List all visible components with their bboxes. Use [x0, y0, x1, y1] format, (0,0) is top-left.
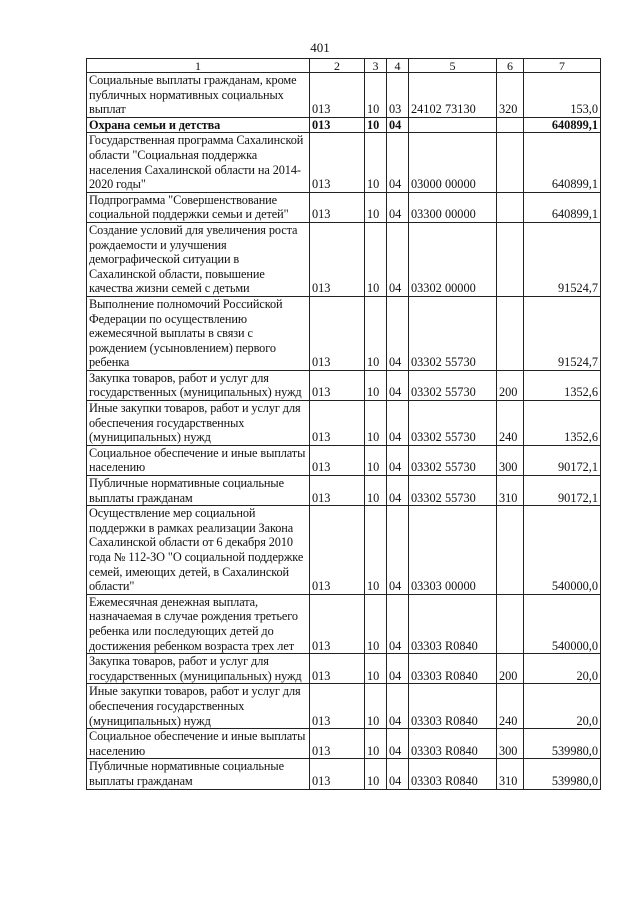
- ministry-code-cell: 013: [310, 133, 365, 192]
- table-row: [87, 296, 601, 370]
- program-code: 03303: [411, 743, 442, 758]
- section-code-cell: 10: [365, 594, 387, 653]
- expense-type-cell: 200: [497, 370, 524, 400]
- amount-cell: 90172,1: [524, 476, 601, 506]
- table-row: [87, 759, 601, 789]
- row-name-cell: Создание условий для увеличения роста рождаемости и улучшения демографической ситуации в Сахалинской области, повышение качества жизни семей с детьми: [87, 222, 310, 296]
- program-code: 03302: [411, 355, 442, 370]
- section-code-cell: 10: [365, 654, 387, 684]
- table-row: [87, 117, 601, 133]
- expense-type-cell: 310: [497, 476, 524, 506]
- row-name-cell: Подпрограмма "Совершенствование социальной поддержки семьи и детей": [87, 192, 310, 222]
- amount-cell: 90172,1: [524, 445, 601, 475]
- column-header: 7: [524, 59, 601, 73]
- section-code-cell: 10: [365, 370, 387, 400]
- subsection-code-cell: 04: [387, 729, 409, 759]
- program-code: 03302: [411, 430, 442, 445]
- target-article-cell: [409, 506, 497, 595]
- program-code: 03303: [411, 713, 442, 728]
- ministry-code-cell: 013: [310, 445, 365, 475]
- subsection-code-cell: 04: [387, 759, 409, 789]
- ministry-code-cell: 013: [310, 594, 365, 653]
- direction-code: 00000: [445, 579, 476, 594]
- subsection-code-cell: 04: [387, 296, 409, 370]
- section-code-cell: 10: [365, 684, 387, 729]
- subsection-code-cell: 04: [387, 476, 409, 506]
- amount-cell: 20,0: [524, 684, 601, 729]
- subsection-code-cell: 04: [387, 133, 409, 192]
- column-header: 4: [387, 59, 409, 73]
- ministry-code-cell: 013: [310, 117, 365, 133]
- expense-type-cell: 200: [497, 654, 524, 684]
- section-code-cell: 10: [365, 133, 387, 192]
- direction-code: 00000: [445, 177, 476, 192]
- row-name-cell: Государственная программа Сахалинской области "Социальная поддержка населения Сахалинской области на 2014-2020 годы": [87, 133, 310, 192]
- ministry-code-cell: 013: [310, 401, 365, 446]
- subsection-code-cell: 04: [387, 222, 409, 296]
- table-row: [87, 192, 601, 222]
- expense-type-cell: [497, 117, 524, 133]
- target-article-cell: [409, 445, 497, 475]
- table-row: [87, 654, 601, 684]
- row-name-cell: Иные закупки товаров, работ и услуг для обеспечения государственных (муниципальных) нужд: [87, 684, 310, 729]
- direction-code: R0840: [445, 773, 478, 788]
- subsection-code-cell: 04: [387, 506, 409, 595]
- ministry-code-cell: 013: [310, 192, 365, 222]
- program-code: 03302: [411, 490, 442, 505]
- expense-type-cell: [497, 506, 524, 595]
- amount-cell: 91524,7: [524, 296, 601, 370]
- subsection-code-cell: 03: [387, 73, 409, 118]
- target-article-cell: [409, 192, 497, 222]
- amount-cell: 539980,0: [524, 759, 601, 789]
- program-code: 03302: [411, 385, 442, 400]
- program-code: 03000: [411, 177, 442, 192]
- amount-cell: 640899,1: [524, 117, 601, 133]
- direction-code: 55730: [445, 490, 476, 505]
- amount-cell: 540000,0: [524, 594, 601, 653]
- table-row: [87, 594, 601, 653]
- program-code: 03302: [411, 460, 442, 475]
- ministry-code-cell: 013: [310, 296, 365, 370]
- direction-code: 00000: [445, 281, 476, 296]
- target-article-cell: [409, 759, 497, 789]
- row-name-cell: Публичные нормативные социальные выплаты гражданам: [87, 476, 310, 506]
- row-name-cell: Закупка товаров, работ и услуг для государственных (муниципальных) нужд: [87, 370, 310, 400]
- row-name-cell: Осуществление мер социальной поддержки в рамках реализации Закона Сахалинской области от 6 декабря 2010 года № 112-ЗО "О социальной поддержке семей, имеющих детей, в Сахалинской области": [87, 506, 310, 595]
- target-article-cell: [409, 73, 497, 118]
- row-name-cell: Иные закупки товаров, работ и услуг для обеспечения государственных (муниципальных) нужд: [87, 401, 310, 446]
- table-row: [87, 133, 601, 192]
- direction-code: 00000: [445, 207, 476, 222]
- section-code-cell: 10: [365, 401, 387, 446]
- table-header-row: [87, 59, 601, 73]
- expense-type-cell: [497, 296, 524, 370]
- expense-type-cell: [497, 222, 524, 296]
- direction-code: R0840: [445, 743, 478, 758]
- program-code: 03303: [411, 773, 442, 788]
- budget-table: [86, 58, 601, 790]
- ministry-code-cell: 013: [310, 654, 365, 684]
- subsection-code-cell: 04: [387, 654, 409, 684]
- column-header: 5: [409, 59, 497, 73]
- subsection-code-cell: 04: [387, 684, 409, 729]
- expense-type-cell: 310: [497, 759, 524, 789]
- table-row: [87, 222, 601, 296]
- subsection-code-cell: 04: [387, 117, 409, 133]
- column-header: 3: [365, 59, 387, 73]
- subsection-code-cell: 04: [387, 370, 409, 400]
- expense-type-cell: [497, 594, 524, 653]
- amount-cell: 640899,1: [524, 192, 601, 222]
- table-row: [87, 401, 601, 446]
- row-name-cell: Публичные нормативные социальные выплаты гражданам: [87, 759, 310, 789]
- direction-code: 55730: [445, 430, 476, 445]
- ministry-code-cell: 013: [310, 370, 365, 400]
- section-code-cell: 10: [365, 296, 387, 370]
- expense-type-cell: [497, 133, 524, 192]
- target-article-cell: [409, 222, 497, 296]
- section-code-cell: 10: [365, 445, 387, 475]
- ministry-code-cell: 013: [310, 506, 365, 595]
- section-code-cell: 10: [365, 506, 387, 595]
- subsection-code-cell: 04: [387, 445, 409, 475]
- section-code-cell: 10: [365, 222, 387, 296]
- direction-code: R0840: [445, 638, 478, 653]
- section-code-cell: 10: [365, 729, 387, 759]
- amount-cell: 539980,0: [524, 729, 601, 759]
- row-name-cell: Ежемесячная денежная выплата, назначаемая в случае рождения третьего ребенка или последующих детей до достижения ребенком возраста трех лет: [87, 594, 310, 653]
- ministry-code-cell: 013: [310, 476, 365, 506]
- ministry-code-cell: 013: [310, 222, 365, 296]
- target-article-cell: [409, 594, 497, 653]
- program-code: 24102: [411, 102, 442, 117]
- amount-cell: 20,0: [524, 654, 601, 684]
- section-code-cell: 10: [365, 476, 387, 506]
- column-header: 2: [310, 59, 365, 73]
- table-row: [87, 684, 601, 729]
- expense-type-cell: 240: [497, 684, 524, 729]
- target-article-cell: [409, 684, 497, 729]
- column-header: 6: [497, 59, 524, 73]
- program-code: 03303: [411, 579, 442, 594]
- direction-code: 55730: [445, 385, 476, 400]
- ministry-code-cell: 013: [310, 73, 365, 118]
- amount-cell: 1352,6: [524, 370, 601, 400]
- target-article-cell: [409, 117, 497, 133]
- amount-cell: 1352,6: [524, 401, 601, 446]
- amount-cell: 640899,1: [524, 133, 601, 192]
- row-name-cell: Выполнение полномочий Российской Федерации по осуществлению ежемесячной выплаты в связи с рождением (усыновлением) первого ребенка: [87, 296, 310, 370]
- section-code-cell: 10: [365, 192, 387, 222]
- ministry-code-cell: 013: [310, 759, 365, 789]
- table-row: [87, 506, 601, 595]
- ministry-code-cell: 013: [310, 684, 365, 729]
- section-code-cell: 10: [365, 73, 387, 118]
- row-name-cell: Социальное обеспечение и иные выплаты населению: [87, 445, 310, 475]
- program-code: 03303: [411, 638, 442, 653]
- row-name-cell: Социальное обеспечение и иные выплаты населению: [87, 729, 310, 759]
- page-number: 401: [310, 40, 330, 55]
- row-name-cell: Закупка товаров, работ и услуг для государственных (муниципальных) нужд: [87, 654, 310, 684]
- direction-code: 73130: [445, 102, 476, 117]
- target-article-cell: [409, 370, 497, 400]
- table-row: [87, 445, 601, 475]
- row-name-cell: Охрана семьи и детства: [87, 117, 310, 133]
- table-row: [87, 729, 601, 759]
- direction-code: 55730: [445, 460, 476, 475]
- target-article-cell: [409, 133, 497, 192]
- target-article-cell: [409, 654, 497, 684]
- direction-code: R0840: [445, 668, 478, 683]
- subsection-code-cell: 04: [387, 192, 409, 222]
- target-article-cell: [409, 729, 497, 759]
- expense-type-cell: 240: [497, 401, 524, 446]
- program-code: 03302: [411, 281, 442, 296]
- amount-cell: 540000,0: [524, 506, 601, 595]
- target-article-cell: [409, 296, 497, 370]
- subsection-code-cell: 04: [387, 594, 409, 653]
- direction-code: 55730: [445, 355, 476, 370]
- amount-cell: 153,0: [524, 73, 601, 118]
- section-code-cell: 10: [365, 759, 387, 789]
- section-code-cell: 10: [365, 117, 387, 133]
- expense-type-cell: 300: [497, 729, 524, 759]
- subsection-code-cell: 04: [387, 401, 409, 446]
- column-header: 1: [87, 59, 310, 73]
- target-article-cell: [409, 476, 497, 506]
- target-article-cell: [409, 401, 497, 446]
- table-row: [87, 73, 601, 118]
- program-code: 03300: [411, 207, 442, 222]
- table-row: [87, 370, 601, 400]
- expense-type-cell: 320: [497, 73, 524, 118]
- row-name-cell: Социальные выплаты гражданам, кроме публичных нормативных социальных выплат: [87, 73, 310, 118]
- expense-type-cell: [497, 192, 524, 222]
- amount-cell: 91524,7: [524, 222, 601, 296]
- table-row: [87, 476, 601, 506]
- direction-code: R0840: [445, 713, 478, 728]
- ministry-code-cell: 013: [310, 729, 365, 759]
- expense-type-cell: 300: [497, 445, 524, 475]
- program-code: 03303: [411, 668, 442, 683]
